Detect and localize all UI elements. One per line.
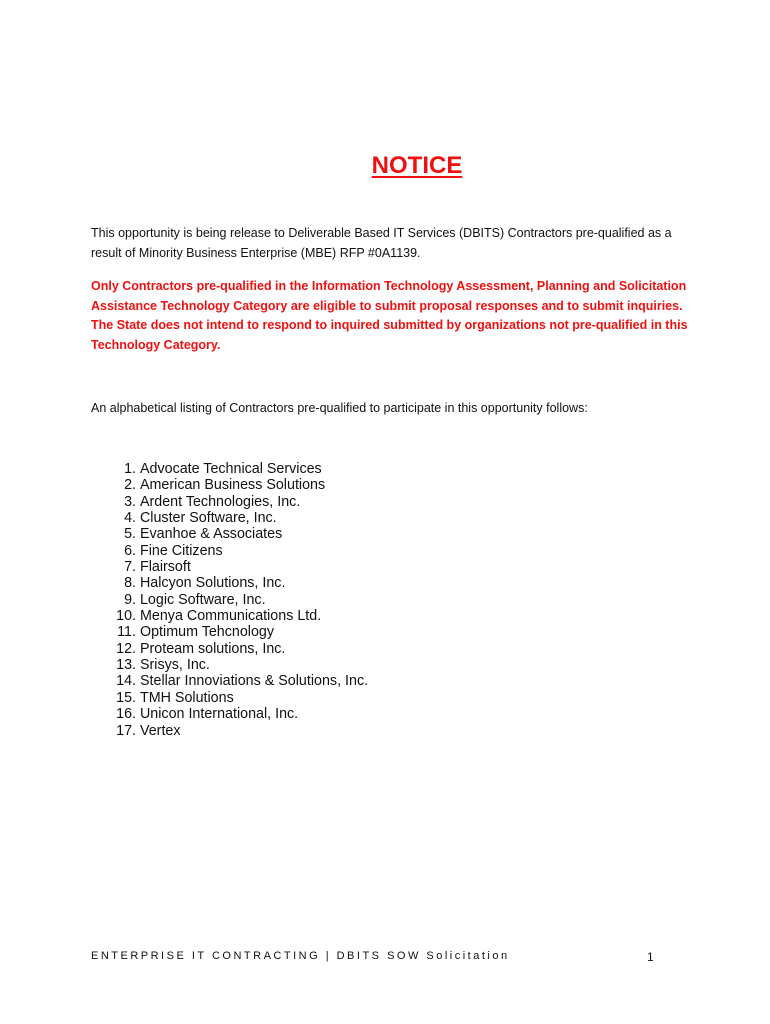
page-number: 1 bbox=[647, 950, 654, 964]
contractor-item bbox=[91, 706, 491, 722]
contractor-name: Srisys, Inc. bbox=[139, 657, 210, 674]
contractor-name: Proteam solutions, Inc. bbox=[139, 640, 286, 657]
contractor-name: Flairsoft bbox=[139, 559, 191, 576]
contractor-name: Fine Citizens bbox=[139, 542, 223, 559]
contractor-number: 6. bbox=[124, 542, 136, 559]
contractor-name: Unicon International, Inc. bbox=[139, 706, 299, 723]
contractor-item bbox=[91, 723, 491, 739]
contractor-number: 7. bbox=[124, 559, 136, 576]
notice-title: NOTICE bbox=[371, 152, 463, 179]
contractor-number: 2. bbox=[124, 477, 136, 494]
contractor-name: Logic Software, Inc. bbox=[139, 591, 266, 608]
contractor-number: 8. bbox=[124, 575, 136, 592]
contractor-item bbox=[91, 657, 491, 673]
contractor-name: Stellar Innoviations & Solutions, Inc. bbox=[139, 673, 369, 690]
contractor-number: 12. bbox=[116, 640, 136, 657]
contractor-name: TMH Solutions bbox=[139, 689, 234, 706]
contractor-number: 5. bbox=[124, 526, 136, 543]
contractor-item bbox=[91, 559, 491, 575]
contractor-item bbox=[91, 575, 491, 591]
contractor-item bbox=[91, 641, 491, 657]
contractor-item bbox=[91, 494, 491, 510]
eligibility-warning: Only Contractors pre-qualified in the Information Technology Assessment, Planning and Solicitation Assistance Technology Category are eligible to submit proposal responses and to submit inquiries. The State does not intend to respond to inquired submitted by organizations not pre-qualified in this Technology Category. bbox=[91, 279, 688, 352]
contractor-number: 4. bbox=[124, 510, 136, 527]
contractor-number: 9. bbox=[124, 591, 136, 608]
contractor-item bbox=[91, 477, 491, 493]
contractor-number: 3. bbox=[124, 493, 136, 510]
contractor-item bbox=[91, 592, 491, 608]
contractor-name: Optimum Tehcnology bbox=[139, 624, 275, 641]
contractor-item bbox=[91, 673, 491, 689]
contractor-item bbox=[91, 510, 491, 526]
contractor-item bbox=[91, 690, 491, 706]
contractor-name: American Business Solutions bbox=[139, 477, 326, 494]
contractor-item bbox=[91, 543, 491, 559]
contractor-list bbox=[91, 461, 491, 739]
contractor-number: 14. bbox=[116, 673, 136, 690]
listing-intro: An alphabetical listing of Contractors pre-qualified to participate in this opportunity follows: bbox=[91, 401, 588, 415]
intro-paragraph: This opportunity is being release to Deliverable Based IT Services (DBITS) Contractors pre-qualified as a result of Minority Business Enterprise (MBE) RFP #0A1139. bbox=[91, 226, 672, 260]
contractor-number: 1. bbox=[124, 461, 136, 477]
contractor-number: 16. bbox=[116, 706, 136, 723]
contractor-number: 13. bbox=[116, 657, 136, 674]
contractor-item bbox=[91, 526, 491, 542]
contractor-name: Ardent Technologies, Inc. bbox=[139, 493, 301, 510]
contractor-name: Cluster Software, Inc. bbox=[139, 510, 277, 527]
contractor-number: 11. bbox=[117, 624, 136, 641]
contractor-name: Vertex bbox=[139, 722, 181, 739]
contractor-number: 10. bbox=[116, 608, 136, 625]
contractor-number: 15. bbox=[116, 689, 136, 706]
contractor-item bbox=[91, 461, 491, 477]
contractor-name: Evanhoe & Associates bbox=[139, 526, 283, 543]
contractor-number: 17. bbox=[116, 722, 136, 739]
contractor-name: Halcyon Solutions, Inc. bbox=[139, 575, 286, 592]
contractor-item bbox=[91, 624, 491, 640]
contractor-item bbox=[91, 608, 491, 624]
contractor-name: Menya Communications Ltd. bbox=[139, 608, 322, 625]
footer-text: ENTERPRISE IT CONTRACTING | DBITS SOW Solicitation bbox=[91, 950, 510, 962]
contractor-name: Advocate Technical Services bbox=[139, 461, 322, 477]
